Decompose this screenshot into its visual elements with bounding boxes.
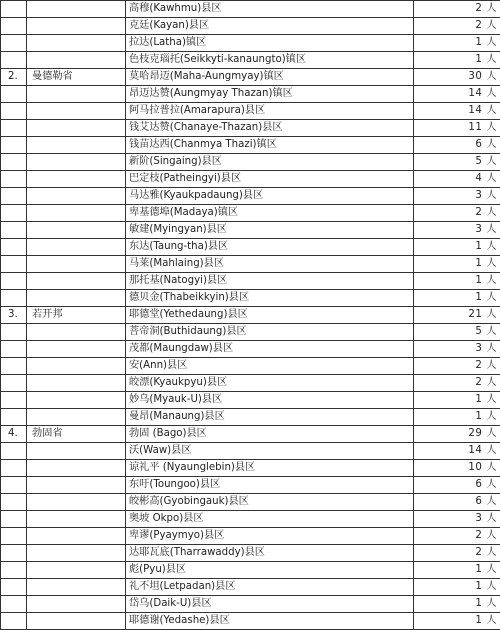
district-cell: 卑基德埠(Madaya)镇区 — [126, 204, 414, 221]
count-value: 2 — [475, 3, 482, 14]
count-unit: 人 — [486, 224, 497, 235]
count-value: 1 — [475, 394, 482, 405]
row-number-cell — [1, 85, 27, 102]
row-number-cell — [1, 34, 27, 51]
table-row — [1, 204, 500, 221]
count-value: 4 — [475, 173, 482, 184]
count-cell — [414, 595, 500, 612]
count-cell — [414, 119, 500, 136]
table-row — [1, 323, 500, 340]
count-unit: 人 — [486, 462, 497, 473]
count-unit: 人 — [486, 190, 497, 201]
district-cell: 卑谬(Pyaymyo)县区 — [126, 527, 414, 544]
count-unit: 人 — [486, 564, 497, 575]
region-cell — [27, 170, 126, 187]
table-row — [1, 408, 500, 425]
count-unit: 人 — [486, 20, 497, 31]
count-value: 30 — [468, 71, 482, 82]
district-cell: 高穆(Kawhmu)县区 — [126, 0, 414, 17]
district-cell: 莫哈昂迈(Maha-Aungmyay)镇区 — [126, 68, 414, 85]
count-value: 6 — [475, 139, 482, 150]
count-value: 2 — [475, 360, 482, 371]
row-number-cell — [1, 476, 27, 493]
count-value: 1 — [475, 564, 482, 575]
row-number-cell — [1, 544, 27, 561]
count-unit: 人 — [486, 428, 497, 439]
table-row — [1, 102, 500, 119]
region-cell — [27, 476, 126, 493]
count-value: 2 — [475, 547, 482, 558]
table-row — [1, 17, 500, 34]
table-row — [1, 357, 500, 374]
region-cell — [27, 0, 126, 17]
count-unit: 人 — [486, 530, 497, 541]
district-cell: 那托基(Natogyi)县区 — [126, 272, 414, 289]
count-value: 2 — [475, 207, 482, 218]
count-unit: 人 — [486, 139, 497, 150]
count-cell — [414, 544, 500, 561]
row-number-cell — [1, 204, 27, 221]
region-cell — [27, 340, 126, 357]
count-cell — [414, 102, 500, 119]
district-cell: 德贝金(Thabeikkyin)县区 — [126, 289, 414, 306]
district-cell: 曼昂(Manaung)县区 — [126, 408, 414, 425]
count-cell — [414, 306, 500, 323]
count-value: 1 — [475, 275, 482, 286]
row-number-cell — [1, 221, 27, 238]
district-cell: 东吁(Toungoo)县区 — [126, 476, 414, 493]
count-value: 2 — [475, 530, 482, 541]
count-unit: 人 — [486, 37, 497, 48]
count-cell — [414, 442, 500, 459]
count-unit: 人 — [486, 615, 497, 626]
table-body — [1, 0, 500, 629]
region-cell — [27, 595, 126, 612]
count-value: 3 — [475, 343, 482, 354]
row-number-cell — [1, 255, 27, 272]
row-number-cell — [1, 323, 27, 340]
row-number-cell: 3. — [1, 306, 27, 323]
row-number-cell — [1, 595, 27, 612]
count-cell — [414, 340, 500, 357]
table-row — [1, 170, 500, 187]
region-cell — [27, 442, 126, 459]
count-cell — [414, 187, 500, 204]
count-unit: 人 — [486, 360, 497, 371]
table-row — [1, 221, 500, 238]
count-unit: 人 — [486, 54, 497, 65]
district-cell: 达耶瓦底(Tharrawaddy)县区 — [126, 544, 414, 561]
count-unit: 人 — [486, 241, 497, 252]
district-cell: 钱艾达赞(Chanaye-Thazan)县区 — [126, 119, 414, 136]
table-row — [1, 595, 500, 612]
count-value: 1 — [475, 615, 482, 626]
district-cell: 沃(Waw)县区 — [126, 442, 414, 459]
count-value: 5 — [475, 156, 482, 167]
count-unit: 人 — [486, 207, 497, 218]
count-cell — [414, 34, 500, 51]
region-cell — [27, 289, 126, 306]
region-cell — [27, 204, 126, 221]
count-unit: 人 — [486, 309, 497, 320]
count-unit: 人 — [486, 292, 497, 303]
table-row — [1, 68, 500, 85]
row-number-cell — [1, 391, 27, 408]
district-cell: 奥坡 Okpo)县区 — [126, 510, 414, 527]
count-unit: 人 — [486, 105, 497, 116]
table-row — [1, 51, 500, 68]
count-cell — [414, 0, 500, 17]
district-cell: 彪(Pyu)县区 — [126, 561, 414, 578]
table-row — [1, 153, 500, 170]
table-row — [1, 544, 500, 561]
count-cell — [414, 272, 500, 289]
count-unit: 人 — [486, 411, 497, 422]
table-row — [1, 391, 500, 408]
region-cell — [27, 391, 126, 408]
row-number-cell — [1, 493, 27, 510]
count-unit: 人 — [486, 581, 497, 592]
region-cell — [27, 51, 126, 68]
district-cell: 敏建(Myingyan)县区 — [126, 221, 414, 238]
count-value: 29 — [468, 428, 482, 439]
count-value: 1 — [475, 54, 482, 65]
count-value: 1 — [475, 581, 482, 592]
row-number-cell — [1, 442, 27, 459]
count-unit: 人 — [486, 377, 497, 388]
region-cell — [27, 153, 126, 170]
table-row — [1, 289, 500, 306]
region-cell — [27, 119, 126, 136]
district-cell: 马达雅(Kyaukpadaung)县区 — [126, 187, 414, 204]
region-cell — [27, 136, 126, 153]
count-unit: 人 — [486, 122, 497, 133]
region-cell — [27, 408, 126, 425]
region-cell — [27, 612, 126, 629]
count-cell — [414, 136, 500, 153]
count-cell — [414, 408, 500, 425]
row-number-cell — [1, 527, 27, 544]
count-cell — [414, 51, 500, 68]
table-row — [1, 306, 500, 323]
district-cell: 安(Ann)县区 — [126, 357, 414, 374]
count-value: 10 — [468, 462, 482, 473]
row-number-cell — [1, 408, 27, 425]
count-value: 5 — [475, 326, 482, 337]
count-value: 3 — [475, 190, 482, 201]
count-value: 1 — [475, 598, 482, 609]
row-number-cell — [1, 119, 27, 136]
table-row — [1, 510, 500, 527]
count-cell — [414, 561, 500, 578]
count-cell — [414, 221, 500, 238]
row-number-cell — [1, 289, 27, 306]
district-cell: 耶德堂(Yethedaung)县区 — [126, 306, 414, 323]
row-number-cell — [1, 612, 27, 629]
region-cell — [27, 187, 126, 204]
district-cell: 耶德谢(Yedashe)县区 — [126, 612, 414, 629]
district-cell: 皎漂(Kyaukpyu)县区 — [126, 374, 414, 391]
count-unit: 人 — [486, 3, 497, 14]
row-number-cell — [1, 272, 27, 289]
region-cell — [27, 238, 126, 255]
count-unit: 人 — [486, 598, 497, 609]
district-cell: 勃固 (Bago)县区 — [126, 425, 414, 442]
count-unit: 人 — [486, 88, 497, 99]
count-cell — [414, 255, 500, 272]
count-unit: 人 — [486, 71, 497, 82]
count-value: 14 — [468, 105, 482, 116]
region-cell — [27, 357, 126, 374]
district-cell: 钱苗达西(Chanmya Thazi)镇区 — [126, 136, 414, 153]
count-cell — [414, 323, 500, 340]
table-row — [1, 136, 500, 153]
table-row — [1, 34, 500, 51]
count-value: 2 — [475, 377, 482, 388]
district-cell: 新阶(Singaing)县区 — [126, 153, 414, 170]
count-cell — [414, 85, 500, 102]
count-unit: 人 — [486, 445, 497, 456]
row-number-cell — [1, 357, 27, 374]
row-number-cell — [1, 340, 27, 357]
count-unit: 人 — [486, 258, 497, 269]
region-cell: 曼德勒省 — [27, 68, 126, 85]
region-cell — [27, 34, 126, 51]
region-cell — [27, 85, 126, 102]
table-row — [1, 527, 500, 544]
count-cell — [414, 238, 500, 255]
count-value: 14 — [468, 88, 482, 99]
region-cell — [27, 578, 126, 595]
table-row — [1, 459, 500, 476]
count-cell — [414, 374, 500, 391]
row-number-cell — [1, 153, 27, 170]
count-cell — [414, 153, 500, 170]
region-cell — [27, 17, 126, 34]
count-cell — [414, 459, 500, 476]
district-cell: 拉达(Latha)镇区 — [126, 34, 414, 51]
table-row — [1, 493, 500, 510]
table-row — [1, 187, 500, 204]
district-cell: 谅礼平 (Nyaunglebin)县区 — [126, 459, 414, 476]
count-cell — [414, 170, 500, 187]
district-cell: 茂都(Maungdaw)县区 — [126, 340, 414, 357]
table-row — [1, 442, 500, 459]
region-cell — [27, 221, 126, 238]
count-unit: 人 — [486, 275, 497, 286]
count-value: 21 — [468, 309, 482, 320]
region-cell — [27, 102, 126, 119]
count-value: 6 — [475, 479, 482, 490]
table-row — [1, 119, 500, 136]
table-row — [1, 476, 500, 493]
row-number-cell — [1, 51, 27, 68]
count-unit: 人 — [486, 547, 497, 558]
count-value: 1 — [475, 292, 482, 303]
region-cell — [27, 510, 126, 527]
count-value: 1 — [475, 37, 482, 48]
row-number-cell — [1, 187, 27, 204]
region-cell — [27, 272, 126, 289]
row-number-cell — [1, 102, 27, 119]
row-number-cell — [1, 136, 27, 153]
row-number-cell — [1, 17, 27, 34]
district-cell: 菩帝洞(Buthidaung)县区 — [126, 323, 414, 340]
row-number-cell — [1, 170, 27, 187]
region-cell — [27, 493, 126, 510]
district-cell: 色枝克瑙托(Seikkyti-kanaungto)镇区 — [126, 51, 414, 68]
district-cell: 阿马拉普拉(Amarapura)县区 — [126, 102, 414, 119]
count-cell — [414, 476, 500, 493]
count-value: 3 — [475, 224, 482, 235]
count-cell — [414, 357, 500, 374]
row-number-cell: 2. — [1, 68, 27, 85]
count-cell — [414, 68, 500, 85]
row-number-cell: 4. — [1, 425, 27, 442]
row-number-cell — [1, 238, 27, 255]
table-row — [1, 0, 500, 17]
row-number-cell — [1, 459, 27, 476]
count-value: 1 — [475, 258, 482, 269]
table-row — [1, 612, 500, 629]
count-value: 11 — [468, 122, 482, 133]
table-row — [1, 578, 500, 595]
table-row — [1, 561, 500, 578]
count-cell — [414, 510, 500, 527]
region-cell — [27, 561, 126, 578]
table-row — [1, 425, 500, 442]
count-cell — [414, 391, 500, 408]
district-cell: 皎彬高(Gyobingauk)县区 — [126, 493, 414, 510]
count-unit: 人 — [486, 343, 497, 354]
count-unit: 人 — [486, 513, 497, 524]
region-cell — [27, 459, 126, 476]
table-row — [1, 238, 500, 255]
region-cell — [27, 374, 126, 391]
region-cell — [27, 544, 126, 561]
region-cell — [27, 255, 126, 272]
table-row — [1, 85, 500, 102]
count-cell — [414, 425, 500, 442]
count-value: 6 — [475, 496, 482, 507]
count-value: 1 — [475, 411, 482, 422]
count-cell — [414, 204, 500, 221]
row-number-cell — [1, 578, 27, 595]
count-value: 2 — [475, 20, 482, 31]
district-cell: 昂迈达赞(Aungmyay Thazan)镇区 — [126, 85, 414, 102]
count-unit: 人 — [486, 496, 497, 507]
table-row — [1, 255, 500, 272]
district-cell: 马莱(Mahlaing)县区 — [126, 255, 414, 272]
region-cell — [27, 323, 126, 340]
count-cell — [414, 612, 500, 629]
district-cell: 礼不坦(Letpadan)县区 — [126, 578, 414, 595]
row-number-cell — [1, 0, 27, 17]
table-row — [1, 374, 500, 391]
count-unit: 人 — [486, 156, 497, 167]
region-cell — [27, 527, 126, 544]
district-cell: 岱乌(Daik-U)县区 — [126, 595, 414, 612]
count-value: 1 — [475, 241, 482, 252]
region-cell: 勃固省 — [27, 425, 126, 442]
count-unit: 人 — [486, 394, 497, 405]
district-cell: 克廷(Kayan)县区 — [126, 17, 414, 34]
count-cell — [414, 493, 500, 510]
count-cell — [414, 578, 500, 595]
region-cell: 若开邦 — [27, 306, 126, 323]
count-unit: 人 — [486, 173, 497, 184]
count-unit: 人 — [486, 479, 497, 490]
count-cell — [414, 17, 500, 34]
district-cell: 东达(Taung-tha)县区 — [126, 238, 414, 255]
count-value: 3 — [475, 513, 482, 524]
count-unit: 人 — [486, 326, 497, 337]
row-number-cell — [1, 561, 27, 578]
count-cell — [414, 289, 500, 306]
count-cell — [414, 527, 500, 544]
table-row — [1, 340, 500, 357]
row-number-cell — [1, 374, 27, 391]
table-row — [1, 272, 500, 289]
count-value: 14 — [468, 445, 482, 456]
district-cell: 妙乌(Myauk-U)县区 — [126, 391, 414, 408]
district-cell: 巴定枝(Patheingyi)县区 — [126, 170, 414, 187]
row-number-cell — [1, 510, 27, 527]
